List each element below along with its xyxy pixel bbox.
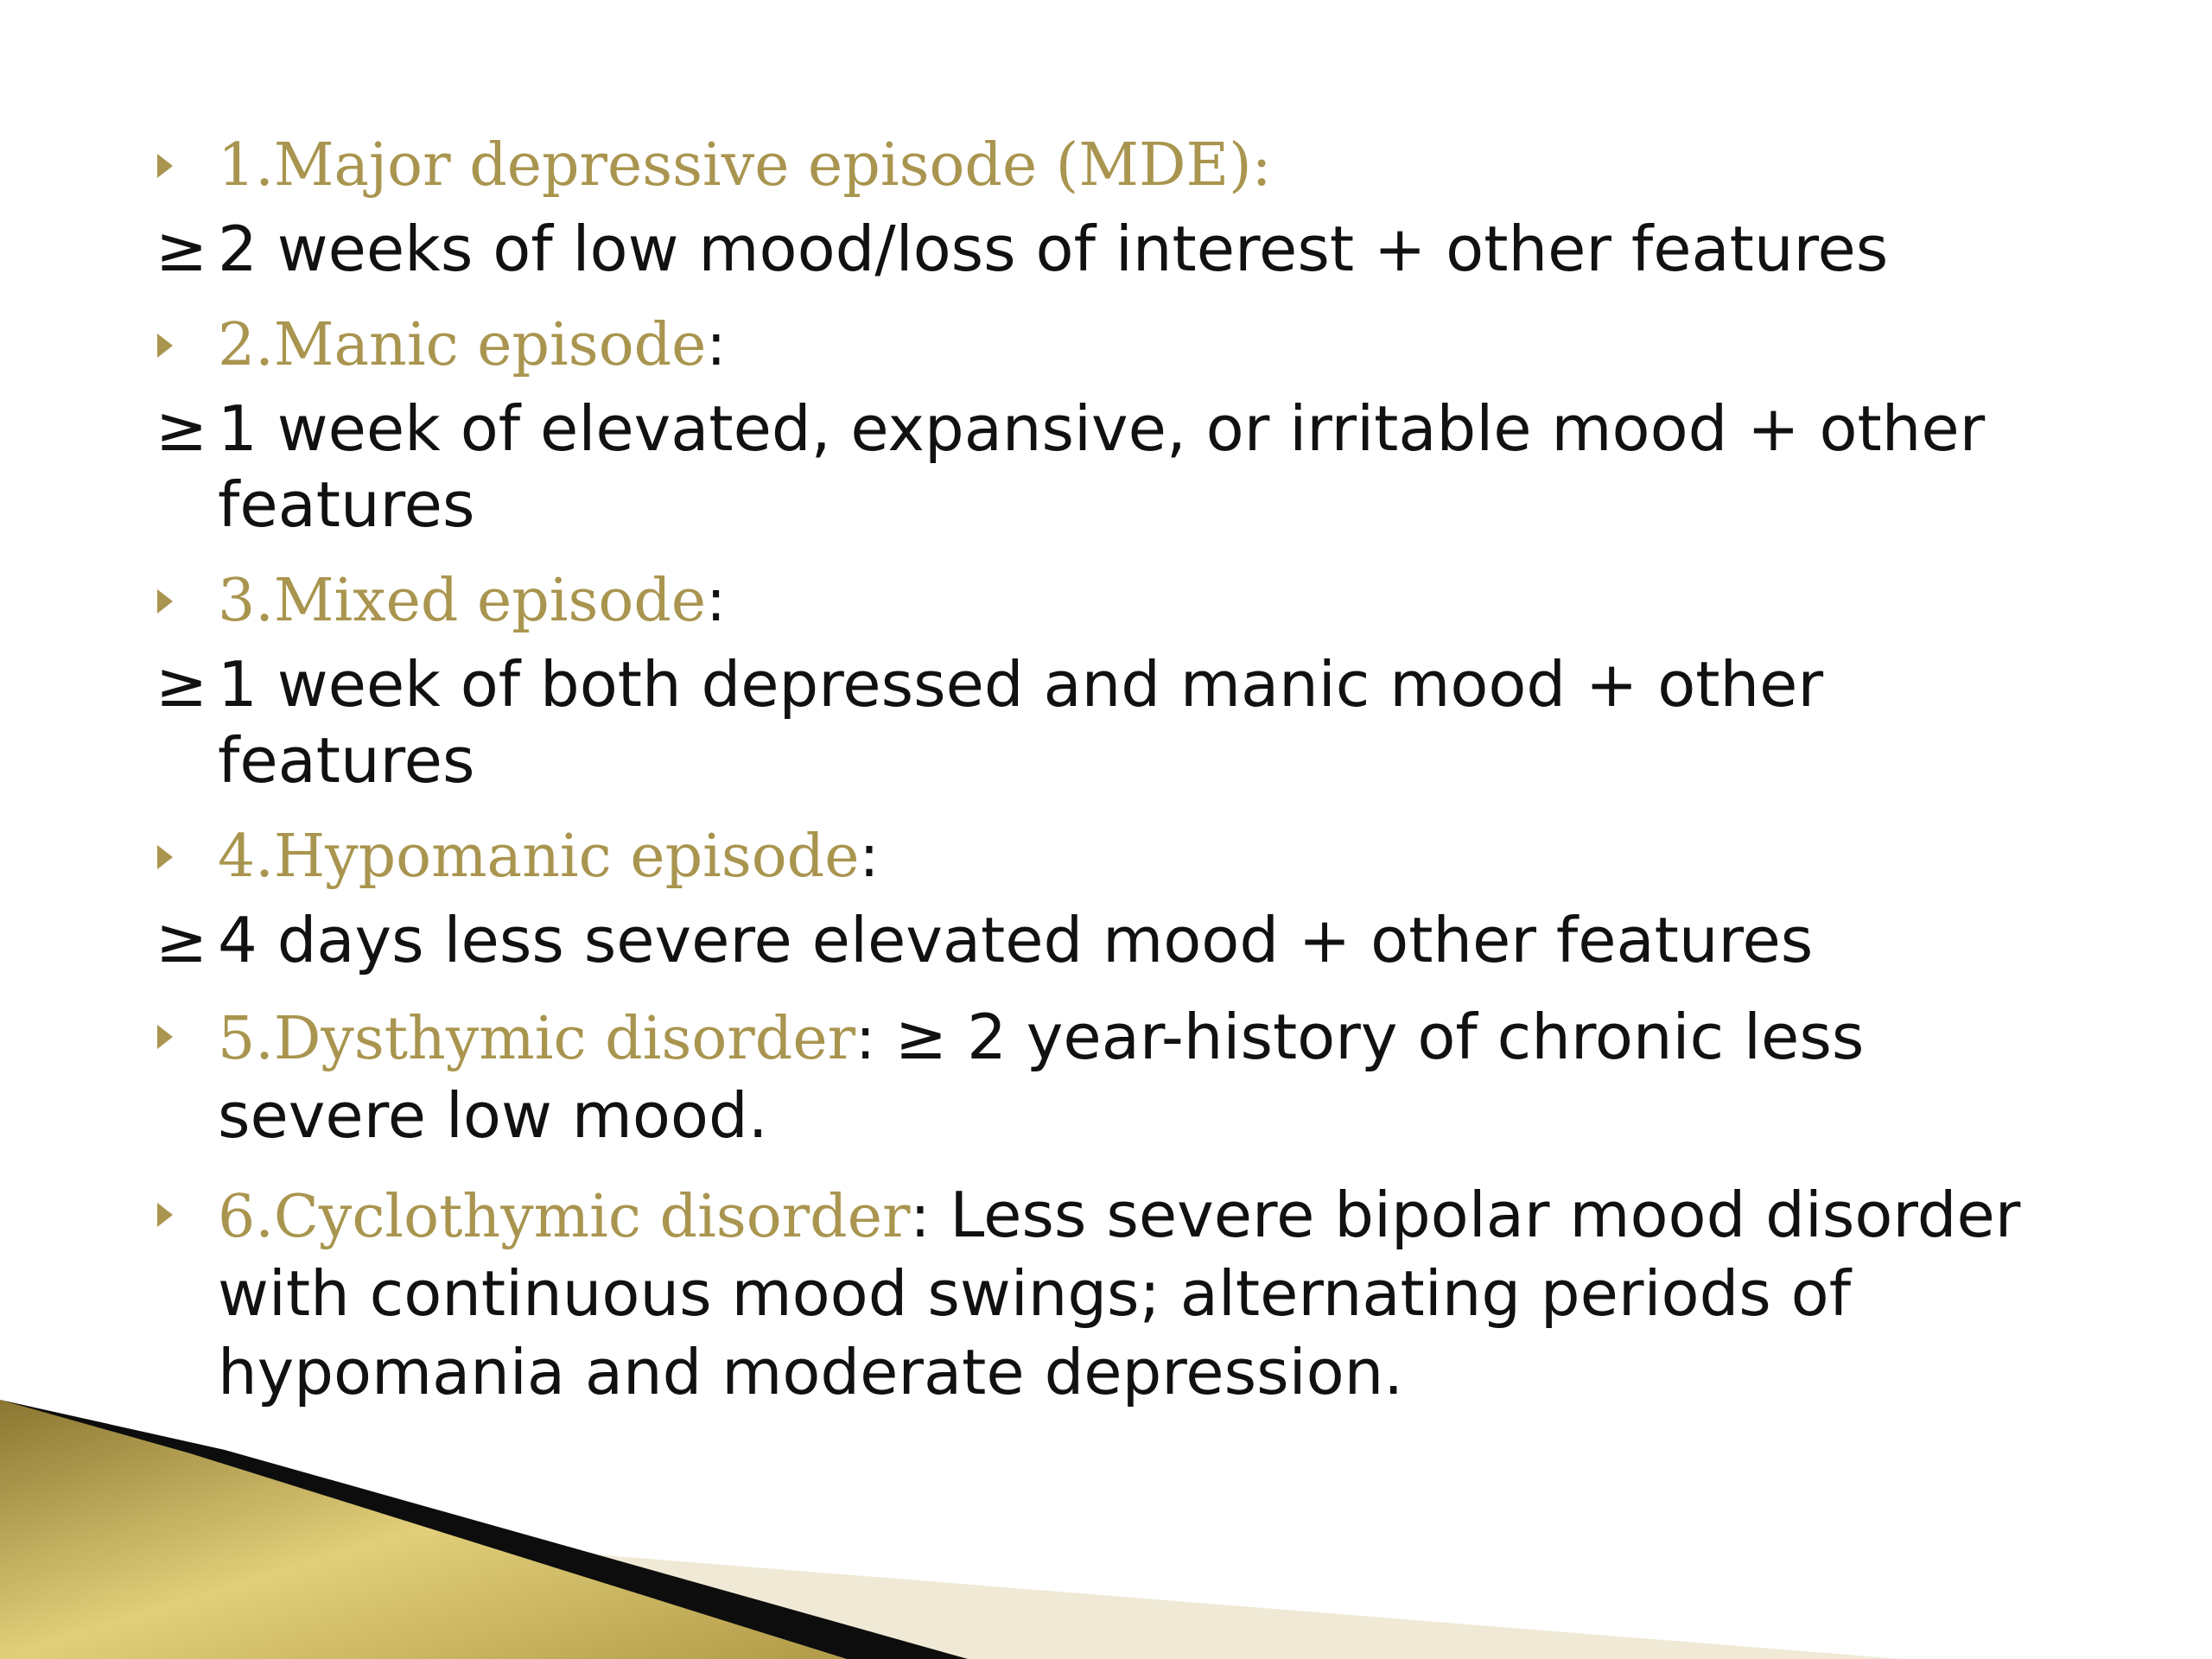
content-area: [156, 128, 2091, 1433]
item-heading-colon: :: [855, 1005, 875, 1073]
greater-equal-symbol: ≥: [156, 904, 208, 976]
item-heading-colon: :: [706, 311, 727, 379]
item-description: [156, 391, 2091, 543]
item-heading: [156, 308, 2091, 384]
item-heading-text: 5.Dysthymic disorder: [218, 1005, 856, 1073]
item-description: [156, 646, 2091, 798]
item-heading-colon: :: [910, 1183, 931, 1251]
item-heading: [156, 819, 2091, 895]
decorative-swoosh: [0, 1400, 2212, 1659]
item-description-text: ≥ 2 year-history of chronic less severe low mood.: [218, 1001, 1865, 1152]
item-description-text: 2 weeks of low mood/loss of interest + other features: [218, 213, 1889, 285]
item-heading: [156, 1177, 2091, 1413]
greater-equal-symbol: ≥: [156, 392, 208, 465]
item-heading: [156, 563, 2091, 639]
item-heading-text: 4.Hypomanic episode: [218, 823, 860, 891]
item-cyclothymic: [156, 1177, 2091, 1413]
item-mixed: [156, 563, 2091, 798]
item-description-text: Less severe bipolar mood disorder with continuous mood swings; alternating periods of hypomania and moderate depression.: [218, 1179, 2021, 1408]
item-description: [156, 902, 2091, 978]
item-dysthymic: [156, 999, 2091, 1156]
item-manic: [156, 308, 2091, 543]
item-heading-text: 1.Major depressive episode (MDE):: [218, 131, 1272, 200]
item-heading: [156, 128, 2091, 204]
triangle-bullet-icon: [157, 1203, 173, 1227]
greater-equal-symbol: ≥: [156, 648, 208, 721]
item-description: [156, 211, 2091, 287]
item-heading: [156, 999, 2091, 1156]
item-heading-colon: :: [706, 567, 727, 635]
decor-gold-band: [0, 1400, 847, 1659]
item-heading-text: 6.Cyclothymic disorder: [218, 1183, 911, 1251]
item-heading-text: 3.Mixed episode: [218, 567, 707, 635]
item-heading-text: 2.Manic episode: [218, 311, 707, 379]
item-mde: [156, 128, 2091, 287]
triangle-bullet-icon: [157, 589, 173, 613]
item-description-text: 1 week of both depressed and manic mood + other features: [218, 648, 1824, 797]
item-description-text: 4 days less severe elevated mood + other features: [218, 904, 1814, 976]
greater-equal-symbol: ≥: [156, 213, 208, 285]
item-description-text: 1 week of elevated, expansive, or irritable mood + other features: [218, 392, 1986, 541]
triangle-bullet-icon: [157, 1025, 173, 1049]
triangle-bullet-icon: [157, 154, 173, 178]
triangle-bullet-icon: [157, 845, 173, 869]
triangle-bullet-icon: [157, 334, 173, 358]
item-heading-colon: :: [859, 823, 880, 891]
item-hypomanic: [156, 819, 2091, 978]
